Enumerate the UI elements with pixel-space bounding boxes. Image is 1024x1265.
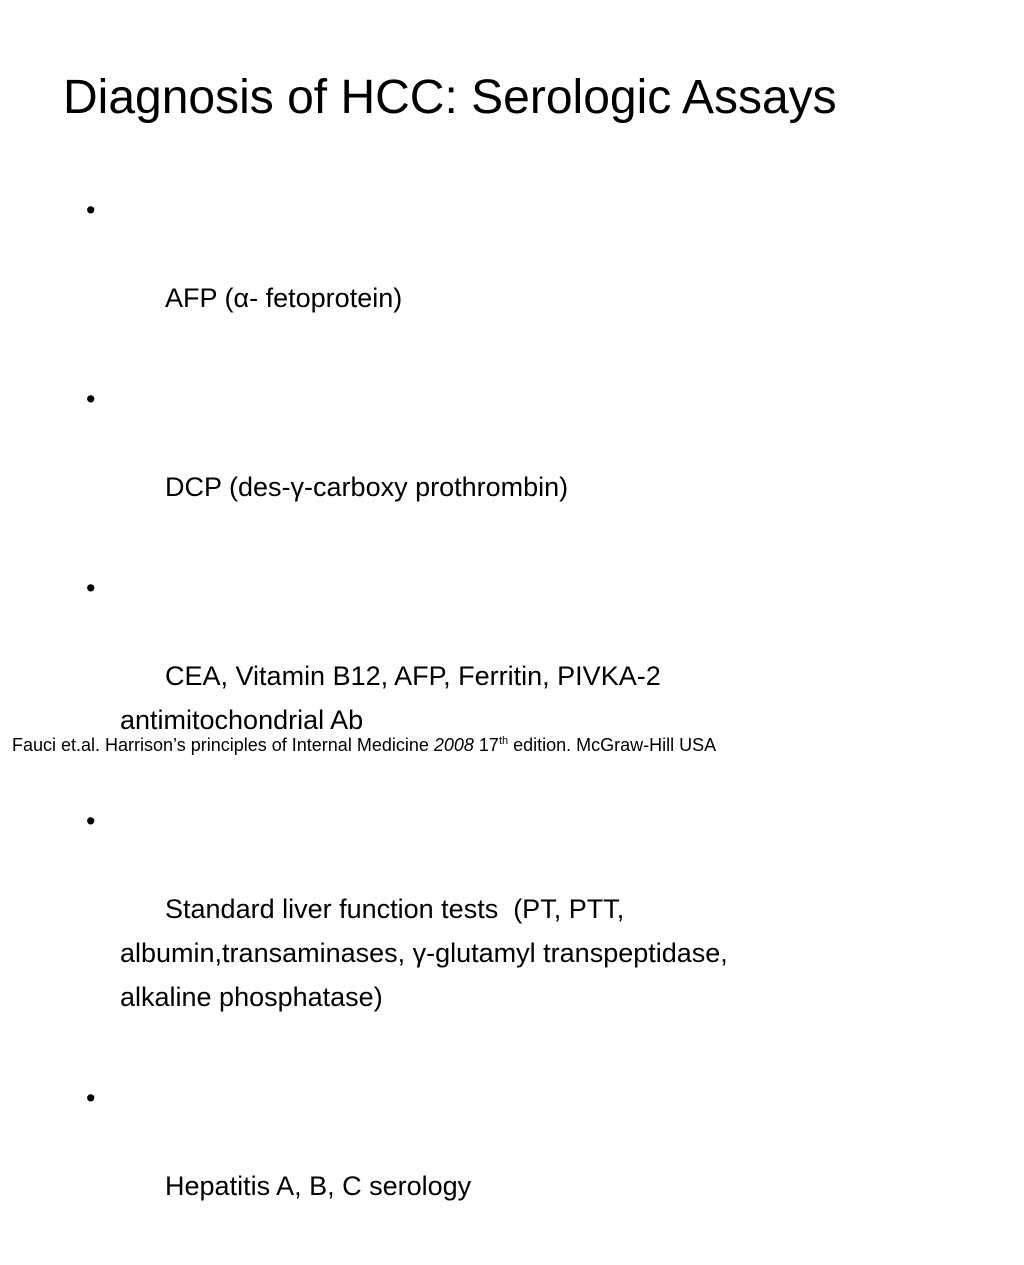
citation-footer bbox=[12, 732, 716, 758]
citation-edition-number: 17 bbox=[473, 735, 499, 755]
bullet-icon: • bbox=[86, 195, 96, 225]
citation-year: 2008 bbox=[433, 735, 474, 755]
bullet-text: AFP (α- fetoprotein) bbox=[165, 283, 403, 313]
bullet-item-hepatitis bbox=[86, 1076, 966, 1252]
citation-edition-suffix: th bbox=[498, 735, 509, 747]
bullet-list bbox=[86, 188, 966, 1265]
bullet-icon: • bbox=[86, 806, 96, 836]
bullet-item-afp bbox=[86, 188, 966, 364]
bullet-text: Hepatitis A, B, C serology bbox=[165, 1171, 472, 1201]
bullet-text: CEA, Vitamin B12, AFP, Ferritin, PIVKA-2 antimitochondrial Ab bbox=[120, 661, 661, 735]
bullet-item-dcp bbox=[86, 377, 966, 553]
slide-title: Diagnosis of HCC: Serologic Assays bbox=[63, 71, 837, 124]
citation-rest: edition. McGraw-Hill USA bbox=[508, 735, 717, 755]
citation-prefix: Fauci et.al. Harrison’s principles of Internal Medicine bbox=[12, 735, 434, 755]
bullet-text: DCP (des-γ-carboxy prothrombin) bbox=[165, 472, 569, 502]
bullet-item-liver-tests bbox=[86, 799, 966, 1063]
bullet-icon: • bbox=[86, 573, 96, 603]
bullet-icon: • bbox=[86, 1083, 96, 1113]
bullet-icon: • bbox=[86, 384, 96, 414]
bullet-text: Standard liver function tests (PT, PTT, albumin,transaminases, γ-glutamyl transpeptidase, alkaline phosphatase) bbox=[120, 894, 728, 1012]
